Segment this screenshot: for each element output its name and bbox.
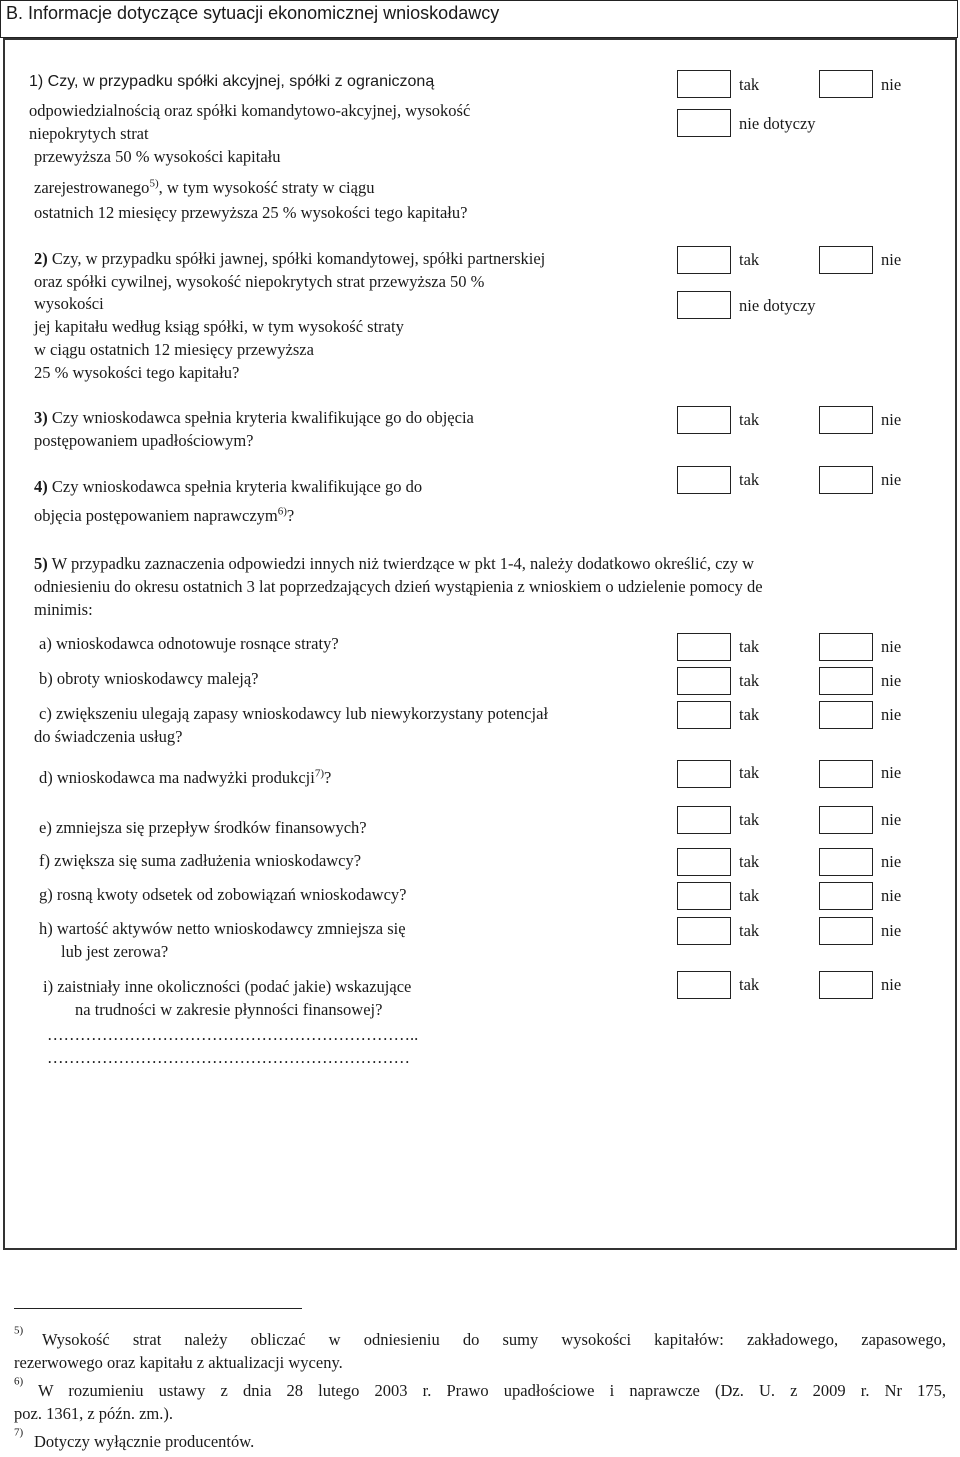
answer-dotted-line-2[interactable]: ………………………………………………………… bbox=[47, 1048, 410, 1067]
q5e-text: e) zmniejsza się przepływ środków finansowych? bbox=[39, 818, 367, 837]
q4-no-checkbox[interactable] bbox=[819, 466, 873, 494]
q1-no-checkbox[interactable] bbox=[819, 70, 873, 98]
q5e-no-checkbox[interactable] bbox=[819, 806, 873, 834]
footnote-ref-6: 6) bbox=[277, 505, 287, 518]
q5i-yes-label: tak bbox=[739, 975, 760, 994]
q5b-no-checkbox[interactable] bbox=[819, 667, 873, 695]
q5-line-2: odniesieniu do okresu ostatnich 3 lat poprzedzających dzień wystąpienia z wnioskiem o udzielenie pomocy de bbox=[34, 577, 763, 596]
q4-line-2 bbox=[34, 505, 294, 527]
q5-text-1: W przypadku zaznaczenia odpowiedzi innych niż twierdzące w pkt 1-4, należy dodatkowo określić, czy w bbox=[47, 554, 755, 573]
q5d-text-1: d) wnioskodawca ma nadwyżki produkcji bbox=[39, 768, 315, 787]
q2-text-1: Czy, w przypadku spółki jawnej, spółki komandytowej, spółki partnerskiej bbox=[47, 249, 546, 268]
q5a-no-checkbox[interactable] bbox=[819, 633, 873, 661]
footnote-ref-5: 5) bbox=[149, 177, 159, 190]
q5b-yes-checkbox[interactable] bbox=[677, 667, 731, 695]
section-title: B. Informacje dotyczące sytuacji ekonomicznej wnioskodawcy bbox=[6, 3, 500, 23]
q5i-line-2: na trudności w zakresie płynności finansowej? bbox=[75, 1000, 383, 1019]
q2-yes-label: tak bbox=[739, 250, 760, 269]
answer-dotted-line-1[interactable]: ………………………………………………………….. bbox=[47, 1025, 419, 1044]
q5g-no-label: nie bbox=[881, 886, 902, 905]
footnote-5-line-1: Wysokość strat należy obliczać w odniesieniu do sumy wysokości kapitałów: zakładowego, zapasowego, bbox=[42, 1330, 946, 1349]
q5d-no-checkbox[interactable] bbox=[819, 760, 873, 788]
footnote-ref-7: 7) bbox=[314, 767, 325, 780]
q5d-yes-checkbox[interactable] bbox=[677, 760, 731, 788]
q5i-yes-checkbox[interactable] bbox=[677, 971, 731, 999]
q5-line-1 bbox=[34, 553, 754, 575]
q5h-yes-label: tak bbox=[739, 921, 760, 940]
q3-no-checkbox[interactable] bbox=[819, 406, 873, 434]
q5c-no-label: nie bbox=[881, 705, 902, 724]
q4-text-2b: ? bbox=[286, 506, 295, 525]
q4-yes-checkbox[interactable] bbox=[677, 466, 731, 494]
footnote-7-line-1: Dotyczy wyłącznie producentów. bbox=[34, 1432, 255, 1451]
q2-line-6: 25 % wysokości tego kapitału? bbox=[34, 363, 240, 382]
q5f-yes-label: tak bbox=[739, 852, 760, 871]
footnote-7-number: 7) bbox=[14, 1426, 24, 1439]
q5h-no-checkbox[interactable] bbox=[819, 917, 873, 945]
q2-no-label: nie bbox=[881, 250, 902, 269]
q5d-text bbox=[39, 767, 331, 789]
q2-yes-checkbox[interactable] bbox=[677, 246, 731, 274]
q5c-line-1: c) zwiększeniu ulegają zapasy wnioskodawcy lub niewykorzystany potencjał bbox=[39, 704, 549, 723]
q1-line-4: przewyższa 50 % wysokości kapitału bbox=[34, 147, 281, 166]
q2-number: 2) bbox=[34, 249, 48, 268]
q5a-yes-checkbox[interactable] bbox=[677, 633, 731, 661]
q5c-no-checkbox[interactable] bbox=[819, 701, 873, 729]
q1-text-1: Czy, w przypadku spółki akcyjnej, spółki z ograniczoną bbox=[43, 73, 435, 90]
q5b-no-label: nie bbox=[881, 671, 902, 690]
footnote-5-line-2: rezerwowego oraz kapitału z aktualizacji wyceny. bbox=[14, 1353, 343, 1372]
q5h-no-label: nie bbox=[881, 921, 902, 940]
q5g-no-checkbox[interactable] bbox=[819, 882, 873, 910]
q3-yes-checkbox[interactable] bbox=[677, 406, 731, 434]
q2-line-1 bbox=[34, 248, 545, 270]
q5e-no-label: nie bbox=[881, 810, 902, 829]
footnote-5-number: 5) bbox=[14, 1324, 24, 1337]
q2-na-label: nie dotyczy bbox=[739, 296, 816, 315]
q4-text-2a: objęcia postępowaniem naprawczym bbox=[34, 506, 278, 525]
q4-no-label: nie bbox=[881, 470, 902, 489]
q2-line-2: oraz spółki cywilnej, wysokość niepokrytych strat przewyższa 50 % bbox=[34, 272, 485, 291]
q5f-text: f) zwiększa się suma zadłużenia wnioskodawcy? bbox=[39, 851, 362, 870]
q1-na-label: nie dotyczy bbox=[739, 114, 816, 133]
q5f-yes-checkbox[interactable] bbox=[677, 848, 731, 876]
q5b-yes-label: tak bbox=[739, 671, 760, 690]
q5b-text: b) obroty wnioskodawcy maleją? bbox=[39, 669, 259, 688]
q1-line-3: niepokrytych strat bbox=[29, 124, 149, 143]
q5c-yes-checkbox[interactable] bbox=[677, 701, 731, 729]
q1-line-5 bbox=[34, 177, 374, 199]
footnote-6-line-1: W rozumieniu ustawy z dnia 28 lutego 2003 r. Prawo upadłościowe i naprawcze (Dz. U. z 2009 r. Nr 175, bbox=[38, 1381, 946, 1400]
q1-line-2: odpowiedzialnością oraz spółki komandytowo-akcyjnej, wysokość bbox=[29, 101, 471, 120]
q3-no-label: nie bbox=[881, 410, 902, 429]
q2-line-3: wysokości bbox=[34, 294, 104, 313]
q5a-text: a) wnioskodawca odnotowuje rosnące straty? bbox=[39, 634, 339, 653]
q2-na-checkbox[interactable] bbox=[677, 291, 731, 319]
q5f-no-label: nie bbox=[881, 852, 902, 871]
q1-number: 1) bbox=[29, 73, 44, 90]
q5e-yes-label: tak bbox=[739, 810, 760, 829]
q5i-no-checkbox[interactable] bbox=[819, 971, 873, 999]
footnote-6-number: 6) bbox=[14, 1375, 24, 1388]
q3-line-1 bbox=[34, 407, 474, 429]
q4-yes-label: tak bbox=[739, 470, 760, 489]
q5g-text: g) rosną kwoty odsetek od zobowiązań wnioskodawcy? bbox=[39, 885, 407, 904]
q5c-line-2: do świadczenia usług? bbox=[34, 727, 183, 746]
q4-text-1: Czy wnioskodawca spełnia kryteria kwalifikujące go do bbox=[47, 477, 423, 496]
q3-yes-label: tak bbox=[739, 410, 760, 429]
q5i-line-1: i) zaistniały inne okoliczności (podać jakie) wskazujące bbox=[43, 977, 412, 996]
q5e-yes-checkbox[interactable] bbox=[677, 806, 731, 834]
q1-line-1 bbox=[29, 71, 434, 93]
q5d-no-label: nie bbox=[881, 763, 902, 782]
q4-line-1 bbox=[34, 476, 422, 498]
q5i-no-label: nie bbox=[881, 975, 902, 994]
q1-yes-checkbox[interactable] bbox=[677, 70, 731, 98]
q5g-yes-checkbox[interactable] bbox=[677, 882, 731, 910]
q1-no-label: nie bbox=[881, 75, 902, 94]
q3-text-1: Czy wnioskodawca spełnia kryteria kwalifikujące go do objęcia bbox=[47, 408, 474, 427]
q2-line-5: w ciągu ostatnich 12 miesięcy przewyższa bbox=[34, 340, 314, 359]
q5d-text-2: ? bbox=[324, 768, 332, 787]
q1-line-6: ostatnich 12 miesięcy przewyższa 25 % wysokości tego kapitału? bbox=[34, 203, 468, 222]
q5g-yes-label: tak bbox=[739, 886, 760, 905]
footnote-divider bbox=[14, 1308, 302, 1309]
q5h-line-1: h) wartość aktywów netto wnioskodawcy zmniejsza się bbox=[39, 919, 406, 938]
q5-line-3: minimis: bbox=[34, 600, 93, 619]
q5a-no-label: nie bbox=[881, 637, 902, 656]
q5c-yes-label: tak bbox=[739, 705, 760, 724]
q3-line-2: postępowaniem upadłościowym? bbox=[34, 431, 254, 450]
q5d-yes-label: tak bbox=[739, 763, 760, 782]
footnote-7-marker bbox=[14, 1426, 23, 1448]
q1-yes-label: tak bbox=[739, 75, 760, 94]
footnote-6-line-2: poz. 1361, z późn. zm.). bbox=[14, 1404, 173, 1423]
footnote-6-marker bbox=[14, 1375, 23, 1397]
q1-text-5a: zarejestrowanego bbox=[34, 178, 150, 197]
q3-number: 3) bbox=[34, 408, 48, 427]
q2-no-checkbox[interactable] bbox=[819, 246, 873, 274]
q5h-line-2: lub jest zerowa? bbox=[61, 942, 169, 961]
q5f-no-checkbox[interactable] bbox=[819, 848, 873, 876]
q5a-yes-label: tak bbox=[739, 637, 760, 656]
q1-text-5b: , w tym wysokość straty w ciągu bbox=[158, 178, 375, 197]
q4-number: 4) bbox=[34, 477, 48, 496]
q5-number: 5) bbox=[34, 554, 48, 573]
q2-line-4: jej kapitału według ksiąg spółki, w tym wysokość straty bbox=[34, 317, 404, 336]
footnote-5-marker bbox=[14, 1324, 23, 1346]
q1-na-checkbox[interactable] bbox=[677, 109, 731, 137]
q5h-yes-checkbox[interactable] bbox=[677, 917, 731, 945]
